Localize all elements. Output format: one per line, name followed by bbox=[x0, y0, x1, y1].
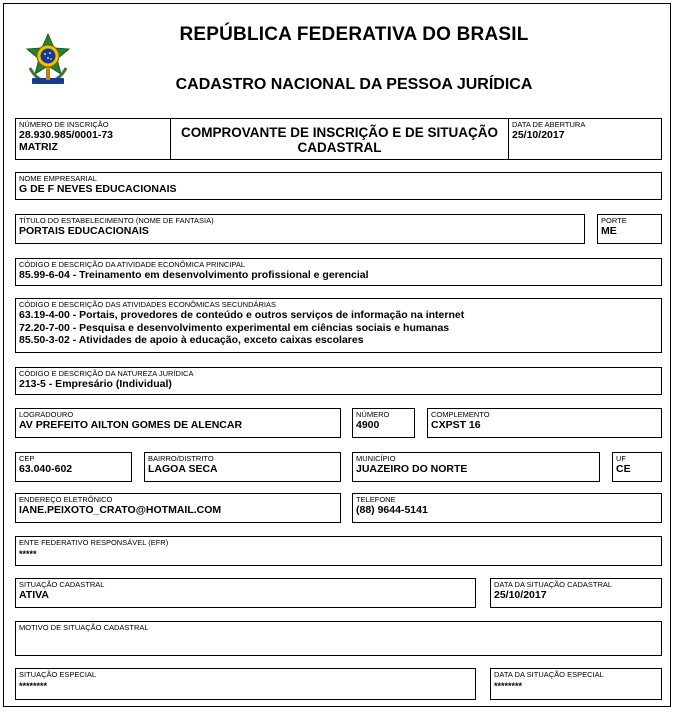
situacao-label: SITUAÇÃO CADASTRAL bbox=[19, 580, 105, 589]
municipio-box bbox=[352, 452, 600, 482]
natureza-juridica-label: CÓDIGO E DESCRIÇÃO DA NATUREZA JURÍDICA bbox=[19, 369, 194, 378]
atividades-secundarias-box bbox=[15, 298, 662, 353]
numero-label: NÚMERO bbox=[356, 410, 390, 419]
data-situacao-especial-value: ******** bbox=[494, 681, 523, 691]
registry-title: CADASTRO NACIONAL DA PESSOA JURÍDICA bbox=[175, 76, 533, 93]
fantasia-value: PORTAIS EDUCACIONAIS bbox=[19, 225, 149, 237]
complemento-box bbox=[427, 408, 662, 438]
complemento-value: CXPST 16 bbox=[431, 419, 481, 431]
comprovante-box bbox=[170, 118, 509, 160]
uf-label: UF bbox=[616, 454, 626, 463]
atividade-principal-box bbox=[15, 258, 662, 286]
document-frame bbox=[3, 3, 671, 707]
uf-value: CE bbox=[616, 463, 631, 475]
data-situacao-value: 25/10/2017 bbox=[494, 589, 547, 601]
email-box bbox=[15, 493, 341, 523]
situacao-especial-box bbox=[15, 668, 476, 700]
inscricao-label: NÚMERO DE INSCRIÇÃO bbox=[19, 120, 109, 129]
bairro-value: LAGOA SECA bbox=[148, 463, 218, 475]
email-value: IANE.PEIXOTO_CRATO@HOTMAIL.COM bbox=[19, 504, 222, 516]
comprovante-title-line2: CADASTRAL bbox=[297, 140, 382, 155]
telefone-value: (88) 9644-5141 bbox=[356, 504, 428, 516]
municipio-label: MUNICÍPIO bbox=[356, 454, 396, 463]
atividade-secundaria-item: 63.19-4-00 - Portais, provedores de conteúdo e outros serviços de informação na internet bbox=[19, 309, 465, 321]
efr-label: ENTE FEDERATIVO RESPONSÁVEL (EFR) bbox=[19, 538, 169, 547]
logradouro-box bbox=[15, 408, 341, 438]
situacao-box bbox=[15, 578, 476, 608]
inscricao-box bbox=[15, 118, 171, 160]
atividade-secundaria-item: 85.50-3-02 - Atividades de apoio à educação, exceto caixas escolares bbox=[19, 334, 364, 346]
complemento-label: COMPLEMENTO bbox=[431, 410, 490, 419]
bairro-label: BAIRRO/DISTRITO bbox=[148, 454, 214, 463]
data-situacao-especial-box bbox=[490, 668, 662, 700]
abertura-value: 25/10/2017 bbox=[512, 129, 565, 141]
situacao-value: ATIVA bbox=[19, 589, 49, 601]
brazil-coat-of-arms-icon bbox=[24, 32, 72, 88]
data-situacao-label: DATA DA SITUAÇÃO CADASTRAL bbox=[494, 580, 613, 589]
nome-empresarial-value: G DE F NEVES EDUCACIONAIS bbox=[19, 183, 177, 195]
country-title: REPÚBLICA FEDERATIVA DO BRASIL bbox=[179, 24, 529, 45]
data-situacao-box bbox=[490, 578, 662, 608]
atividade-principal-value: 85.99-6-04 - Treinamento em desenvolvimento profissional e gerencial bbox=[19, 269, 369, 281]
fantasia-box bbox=[15, 214, 585, 244]
motivo-box bbox=[15, 621, 662, 656]
efr-box bbox=[15, 536, 662, 566]
porte-label: PORTE bbox=[601, 216, 627, 225]
motivo-label: MOTIVO DE SITUAÇÃO CADASTRAL bbox=[19, 623, 149, 632]
natureza-juridica-value: 213-5 - Empresário (Individual) bbox=[19, 378, 172, 390]
porte-box bbox=[597, 214, 662, 244]
logradouro-value: AV PREFEITO AILTON GOMES DE ALENCAR bbox=[19, 419, 243, 431]
numero-box bbox=[352, 408, 415, 438]
cep-label: CEP bbox=[19, 454, 35, 463]
atividade-secundaria-item: 72.20-7-00 - Pesquisa e desenvolvimento experimental em ciências sociais e humanas bbox=[19, 321, 450, 334]
numero-value: 4900 bbox=[356, 419, 380, 431]
atividade-principal-label: CÓDIGO E DESCRIÇÃO DA ATIVIDADE ECONÔMICA PRINCIPAL bbox=[19, 260, 246, 269]
situacao-especial-label: SITUAÇÃO ESPECIAL bbox=[19, 670, 97, 679]
nome-empresarial-box bbox=[15, 172, 662, 200]
situacao-especial-value: ******** bbox=[19, 681, 48, 691]
abertura-box bbox=[508, 118, 662, 160]
uf-box bbox=[612, 452, 662, 482]
cep-box bbox=[15, 452, 132, 482]
bairro-box bbox=[144, 452, 341, 482]
logradouro-label: LOGRADOURO bbox=[19, 410, 74, 419]
nome-empresarial-label: NOME EMPRESARIAL bbox=[19, 174, 97, 183]
natureza-juridica-box bbox=[15, 367, 662, 395]
atividades-secundarias-label: CÓDIGO E DESCRIÇÃO DAS ATIVIDADES ECONÔMICAS SECUNDÁRIAS bbox=[19, 300, 276, 309]
inscricao-number: 28.930.985/0001-73 bbox=[19, 129, 114, 141]
telefone-box bbox=[352, 493, 662, 523]
telefone-label: TELEFONE bbox=[356, 495, 396, 504]
porte-value: ME bbox=[601, 225, 617, 237]
efr-value: ***** bbox=[19, 549, 37, 559]
data-situacao-especial-label: DATA DA SITUAÇÃO ESPECIAL bbox=[494, 670, 604, 679]
email-label: ENDEREÇO ELETRÔNICO bbox=[19, 495, 113, 504]
cep-value: 63.040-602 bbox=[19, 463, 73, 475]
abertura-label: DATA DE ABERTURA bbox=[512, 120, 586, 129]
inscricao-type: MATRIZ bbox=[19, 141, 58, 153]
fantasia-label: TÍTULO DO ESTABELECIMENTO (NOME DE FANTASIA) bbox=[19, 216, 214, 225]
municipio-value: JUAZEIRO DO NORTE bbox=[356, 463, 468, 475]
comprovante-title-line1: COMPROVANTE DE INSCRIÇÃO E DE SITUAÇÃO bbox=[180, 125, 499, 140]
